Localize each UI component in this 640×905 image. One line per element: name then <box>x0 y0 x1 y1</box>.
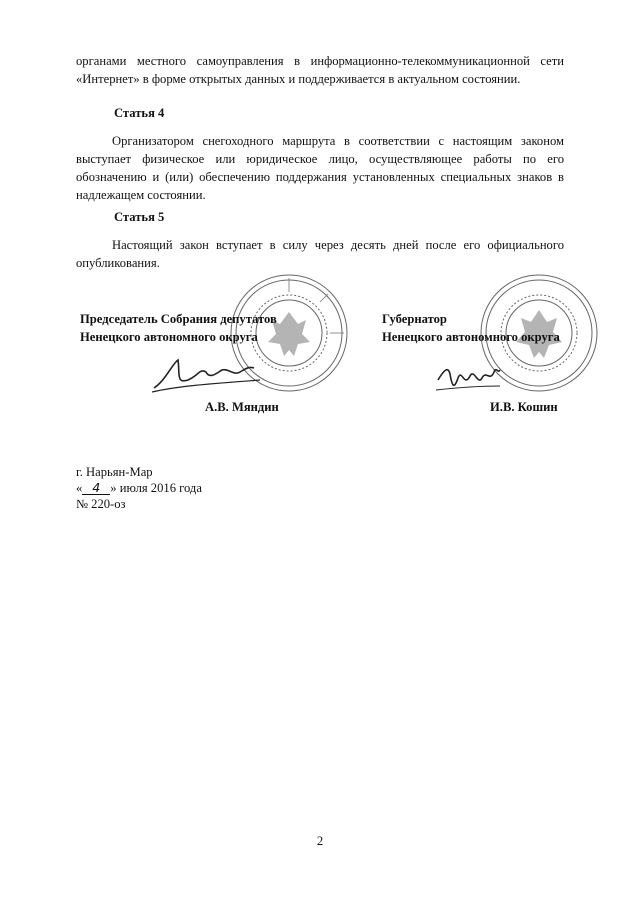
left-signature <box>148 350 266 400</box>
left-signatory-name: А.В. Мяндин <box>205 400 279 414</box>
date-rest: » июля 2016 года <box>110 481 202 495</box>
article-4-text: Организатором снегоходного маршрута в соответствии с настоящим законом выступает физическое или юридическое лицо, осуществляющее работы по его обозначению и (или) обеспечению поддержания установленных специальных знаков в надлежащем состоянии. <box>76 134 564 202</box>
footer-number: № 220-оз <box>76 497 126 511</box>
article-5-heading: Статья 5 <box>114 210 165 224</box>
left-signatory-title-line2: Ненецкого автономного округа <box>80 330 258 344</box>
article-5-text: Настоящий закон вступает в силу через десять дней после его официального опубликования. <box>76 238 564 270</box>
article-4-heading: Статья 4 <box>114 106 165 120</box>
right-signatory-title-line1: Губернатор <box>382 312 447 326</box>
right-signatory-name: И.В. Кошин <box>490 400 558 414</box>
intro-continuation: органами местного самоуправления в информационно-телекоммуникационной сети «Интернет» в форме открытых данных и поддерживается в актуальном состоянии. <box>76 54 564 86</box>
right-signatory-title-line2: Ненецкого автономного округа <box>382 330 560 344</box>
date-day-handwritten: 4 <box>82 482 110 495</box>
footer-city: г. Нарьян-Мар <box>76 465 153 479</box>
right-signatory-title <box>382 310 560 346</box>
footer-date <box>76 480 202 496</box>
page-number: 2 <box>316 834 324 848</box>
right-signature <box>434 360 504 400</box>
date-open-quote: « <box>76 481 83 495</box>
left-signatory-title <box>80 310 277 346</box>
left-signatory-title-line1: Председатель Собрания депутатов <box>80 312 277 326</box>
